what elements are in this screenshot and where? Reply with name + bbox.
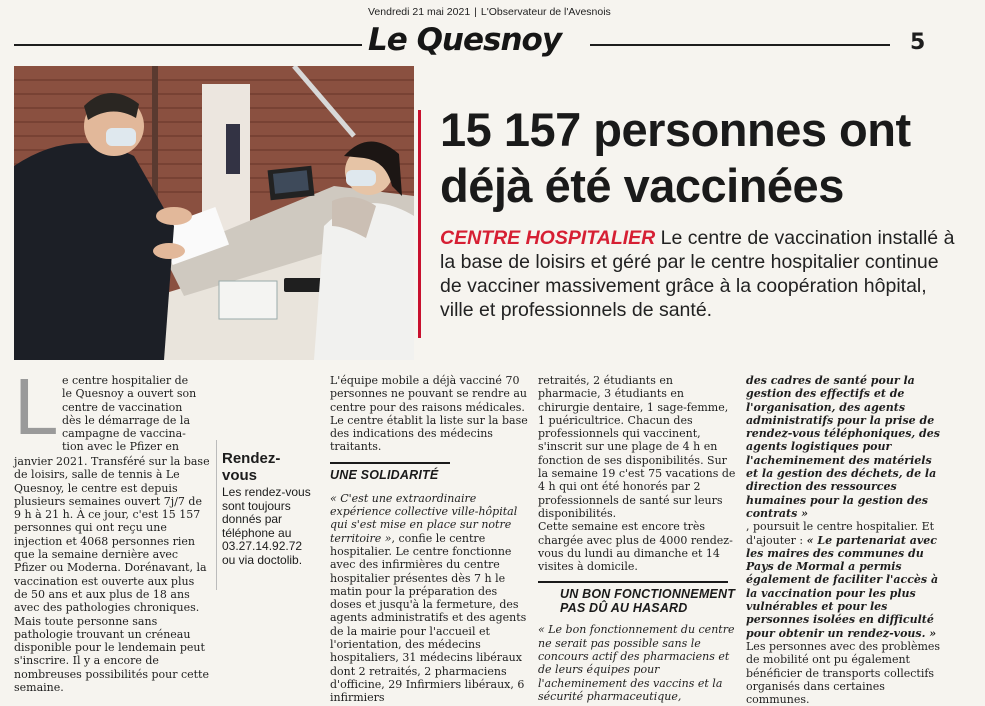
body-text: , poursuit le centre hospitalier. Et d'ajouter :: [746, 520, 935, 547]
standfirst-text: Le centre de vaccination installé à la base de loisirs et géré par le centre hospitalier continue de vacciner massivement grâce à la coopération hôpital, ville et professionnels de santé.: [440, 227, 955, 321]
headline-line-2: déjà été vaccinées: [440, 159, 844, 212]
body-paragraph: janvier 2021. Transféré sur la base de loisirs, salle de tennis à Le Quesnoy, le centre est depuis plusieurs semaines ouvert 7j/7 de 9 h à 21 h. À ce jour, c'est 15 157 personnes qui ont reçu une injection et 4068 personnes rien que la semaine dernière avec Pfizer ou Moderna. Dorénavant, la vaccination est ouverte aux plus de 50 ans et aux plus de 18 ans avec des pathologies chroniques. Mais toute personne sans pathologie trouvant un créneau disponible pour le lendemain peut s'inscrire. Il y a encore de nombreuses possibilités pour cette semaine.: [14, 455, 210, 695]
column-3: [538, 374, 736, 703]
sidebar-divider: [216, 440, 217, 590]
subhead-rule: [538, 581, 728, 583]
subhead-rule: [330, 462, 450, 464]
kicker: CENTRE HOSPITALIER: [440, 227, 656, 249]
lead-line: e centre hospitalier de: [62, 374, 189, 387]
publication-name: L'Observateur de l'Avesnois: [480, 6, 611, 18]
body-paragraph: retraités, 2 étudiants en pharmacie, 3 étudiants en chirurgie dentaire, 1 sage-femme, 1 puéricultrice. Chacun des professionnels qui vaccinent, s'inscrit sur une plage de 4 h en fonction de ses disponibilités. Sur la semaine 19 c'est 75 vacations de 4 h qui ont été honorés par 2 professionnels de santé sur leurs disponibilités.: [538, 374, 736, 520]
lead-line: tion avec le Pfizer en: [62, 440, 179, 454]
lead-line: le Quesnoy a ouvert son: [62, 387, 197, 401]
standfirst: [440, 226, 960, 322]
body-text: , confie le centre hospitalier. Le centre fonctionne avec des infirmières du centre hospitalier présentes dès 7 h le matin pour la préparation des doses et jusqu'à la fermeture, des agents administratifs et des agents de la mairie pour l'accueil et l'orientation, des médecins hospitaliers, 31 médecins libéraux dont 2 retraités, 2 pharmaciens d'officine, 29 Infirmiers libéraux, 6 infirmiers: [330, 531, 527, 705]
column-1-lead: [62, 374, 210, 454]
body-paragraph: Les personnes avec des problèmes de mobilité ont pu également bénéficier de transports collectifs organisés dans certaines communes.: [746, 639, 941, 706]
folio-line: Vendredi 21 mai 2021 | L'Observateur de l'Avesnois: [368, 6, 611, 18]
quote: « Le partenariat avec les maires des communes du Pays de Mormal a permis également de faciliter l'accès à la vaccination pour les plus vulnérables et pour les personnes isolées en difficulté pour obtenir un rendez-vous. »: [746, 533, 939, 640]
masthead-rule-left: [14, 44, 362, 46]
body-paragraph: [330, 492, 528, 705]
lead-line: dès le démarrage de la: [62, 413, 191, 427]
sidebar-title: Rendez-vous: [222, 450, 281, 484]
headline-line-1: 15 157 personnes ont: [440, 103, 911, 156]
column-1-body: [14, 455, 210, 694]
headline-accent-bar: [418, 110, 421, 338]
body-paragraph: L'équipe mobile a déjà vacciné 70 personnes ne pouvant se rendre au centre pour des raisons médicales. Le centre établit la liste sur la base des indications des médecins traitants.: [330, 374, 528, 454]
issue-date: Vendredi 21 mai 2021: [368, 6, 471, 18]
headline: [440, 102, 970, 214]
quote: « Le bon fonctionnement du centre ne serait pas possible sans le concours actif des pharmaciens et de leurs équipes pour l'acheminement des vaccins et la sécurité pharmaceutique,: [538, 623, 735, 703]
quote: « C'est une extraordinaire expérience collective ville-hôpital qui s'est mise en place sur notre territoire »: [330, 491, 518, 545]
quote: des cadres de santé pour la gestion des effectifs et de l'organisation, des agents administratifs pour la prise de rendez-vous téléphoniques, des agents logistiques pour l'acheminement des matériels et la gestion des déchets, de la direction des ressources humaines pour la gestion des contrats »: [746, 374, 940, 520]
vaccination-centre-photo: [14, 66, 414, 360]
drop-cap: L: [14, 362, 59, 451]
page-number: 5: [910, 30, 926, 55]
subhead: PAS DÛ AU HASARD: [560, 601, 688, 616]
body-paragraph: [746, 520, 942, 640]
lead-line: campagne de vaccina-: [62, 427, 186, 441]
column-2: [330, 374, 528, 705]
lead-line: centre de vaccination: [62, 400, 183, 414]
sidebar-body: Les rendez-vous sont toujours donnés par téléphone au 03.27.14.92.72 ou via doctolib.: [222, 485, 311, 567]
section-title: Le Quesnoy: [368, 22, 562, 58]
subhead: UNE SOLIDARITÉ: [330, 467, 439, 482]
column-4: [746, 374, 942, 706]
masthead-rule-right: [590, 44, 890, 46]
body-paragraph: Cette semaine est encore très chargée avec plus de 4000 rendez-vous du lundi au dimanche et 14 visites à domicile.: [538, 520, 733, 574]
subhead: UN BON FONCTIONNEMENT: [560, 587, 736, 602]
